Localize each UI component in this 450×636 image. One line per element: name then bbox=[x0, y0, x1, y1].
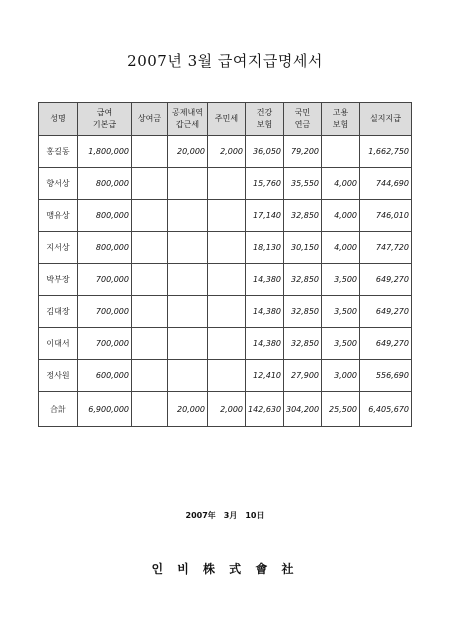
amount-cell bbox=[208, 328, 246, 360]
amount-cell: 32,850 bbox=[284, 264, 322, 296]
amount-cell: 32,850 bbox=[284, 328, 322, 360]
amount-cell: 6,405,670 bbox=[360, 392, 412, 427]
amount-cell bbox=[208, 360, 246, 392]
amount-cell bbox=[132, 136, 168, 168]
amount-cell bbox=[208, 296, 246, 328]
amount-cell bbox=[132, 360, 168, 392]
amount-cell: 700,000 bbox=[78, 296, 132, 328]
amount-cell: 20,000 bbox=[168, 136, 208, 168]
amount-cell: 14,380 bbox=[246, 264, 284, 296]
amount-cell: 4,000 bbox=[322, 168, 360, 200]
amount-cell bbox=[132, 392, 168, 427]
amount-cell: 25,500 bbox=[322, 392, 360, 427]
table-row bbox=[39, 200, 412, 232]
header-cell: 건강 보험 bbox=[246, 103, 284, 136]
amount-cell: 35,550 bbox=[284, 168, 322, 200]
amount-cell: 32,850 bbox=[284, 296, 322, 328]
employee-name-cell: 김대장 bbox=[39, 296, 78, 328]
amount-cell: 556,690 bbox=[360, 360, 412, 392]
amount-cell: 800,000 bbox=[78, 168, 132, 200]
amount-cell: 600,000 bbox=[78, 360, 132, 392]
employee-name-cell: 향서상 bbox=[39, 168, 78, 200]
amount-cell: 6,900,000 bbox=[78, 392, 132, 427]
header-cell: 국민 연금 bbox=[284, 103, 322, 136]
amount-cell bbox=[208, 168, 246, 200]
header-cell: 급여 기본급 bbox=[78, 103, 132, 136]
amount-cell bbox=[168, 168, 208, 200]
table-row bbox=[39, 296, 412, 328]
amount-cell bbox=[132, 232, 168, 264]
amount-cell: 36,050 bbox=[246, 136, 284, 168]
table-row bbox=[39, 360, 412, 392]
table-row bbox=[39, 168, 412, 200]
amount-cell: 649,270 bbox=[360, 264, 412, 296]
amount-cell: 32,850 bbox=[284, 200, 322, 232]
amount-cell bbox=[132, 296, 168, 328]
amount-cell: 747,720 bbox=[360, 232, 412, 264]
amount-cell: 27,900 bbox=[284, 360, 322, 392]
amount-cell bbox=[168, 264, 208, 296]
header-cell: 주민세 bbox=[208, 103, 246, 136]
amount-cell: 4,000 bbox=[322, 200, 360, 232]
table-row bbox=[39, 136, 412, 168]
employee-name-cell: 홍길동 bbox=[39, 136, 78, 168]
amount-cell: 700,000 bbox=[78, 328, 132, 360]
employee-name-cell: 지서상 bbox=[39, 232, 78, 264]
amount-cell bbox=[168, 232, 208, 264]
employee-name-cell: 이대서 bbox=[39, 328, 78, 360]
payroll-table bbox=[38, 102, 412, 427]
amount-cell: 649,270 bbox=[360, 296, 412, 328]
header-cell: 공제내역 갑근세 bbox=[168, 103, 208, 136]
amount-cell: 744,690 bbox=[360, 168, 412, 200]
amount-cell: 746,010 bbox=[360, 200, 412, 232]
employee-name-cell: 合計 bbox=[39, 392, 78, 427]
company-name: 인 비 株 式 會 社 bbox=[151, 562, 299, 576]
amount-cell: 304,200 bbox=[284, 392, 322, 427]
amount-cell bbox=[208, 200, 246, 232]
amount-cell: 79,200 bbox=[284, 136, 322, 168]
amount-cell: 649,270 bbox=[360, 328, 412, 360]
amount-cell: 15,760 bbox=[246, 168, 284, 200]
total-row bbox=[39, 392, 412, 427]
amount-cell: 3,000 bbox=[322, 360, 360, 392]
amount-cell: 800,000 bbox=[78, 232, 132, 264]
amount-cell: 30,150 bbox=[284, 232, 322, 264]
employee-name-cell: 정사원 bbox=[39, 360, 78, 392]
amount-cell bbox=[168, 360, 208, 392]
amount-cell: 2,000 bbox=[208, 392, 246, 427]
amount-cell: 3,500 bbox=[322, 328, 360, 360]
amount-cell: 4,000 bbox=[322, 232, 360, 264]
amount-cell: 1,662,750 bbox=[360, 136, 412, 168]
amount-cell bbox=[208, 264, 246, 296]
payroll-rows bbox=[39, 136, 412, 427]
employee-name-cell: 박부장 bbox=[39, 264, 78, 296]
amount-cell: 142,630 bbox=[246, 392, 284, 427]
amount-cell bbox=[168, 328, 208, 360]
amount-cell bbox=[132, 264, 168, 296]
amount-cell bbox=[132, 200, 168, 232]
table-row bbox=[39, 328, 412, 360]
amount-cell: 14,380 bbox=[246, 328, 284, 360]
header-cell: 상여금 bbox=[132, 103, 168, 136]
table-row bbox=[39, 264, 412, 296]
amount-cell bbox=[132, 328, 168, 360]
amount-cell: 20,000 bbox=[168, 392, 208, 427]
header-cell: 실지지급 bbox=[360, 103, 412, 136]
amount-cell: 1,800,000 bbox=[78, 136, 132, 168]
document-title: 2007년 3월 급여지급명세서 bbox=[127, 52, 323, 70]
issue-date: 2007年 3月 10日 bbox=[185, 511, 265, 520]
amount-cell: 700,000 bbox=[78, 264, 132, 296]
amount-cell: 2,000 bbox=[208, 136, 246, 168]
header-cell: 고용 보험 bbox=[322, 103, 360, 136]
header-row bbox=[39, 103, 412, 136]
amount-cell: 12,410 bbox=[246, 360, 284, 392]
amount-cell bbox=[208, 232, 246, 264]
amount-cell: 3,500 bbox=[322, 264, 360, 296]
amount-cell: 14,380 bbox=[246, 296, 284, 328]
amount-cell bbox=[322, 136, 360, 168]
amount-cell: 3,500 bbox=[322, 296, 360, 328]
amount-cell: 800,000 bbox=[78, 200, 132, 232]
amount-cell: 17,140 bbox=[246, 200, 284, 232]
amount-cell bbox=[168, 296, 208, 328]
amount-cell bbox=[132, 168, 168, 200]
amount-cell: 18,130 bbox=[246, 232, 284, 264]
employee-name-cell: 맹유상 bbox=[39, 200, 78, 232]
header-cell: 성명 bbox=[39, 103, 78, 136]
amount-cell bbox=[168, 200, 208, 232]
table-row bbox=[39, 232, 412, 264]
